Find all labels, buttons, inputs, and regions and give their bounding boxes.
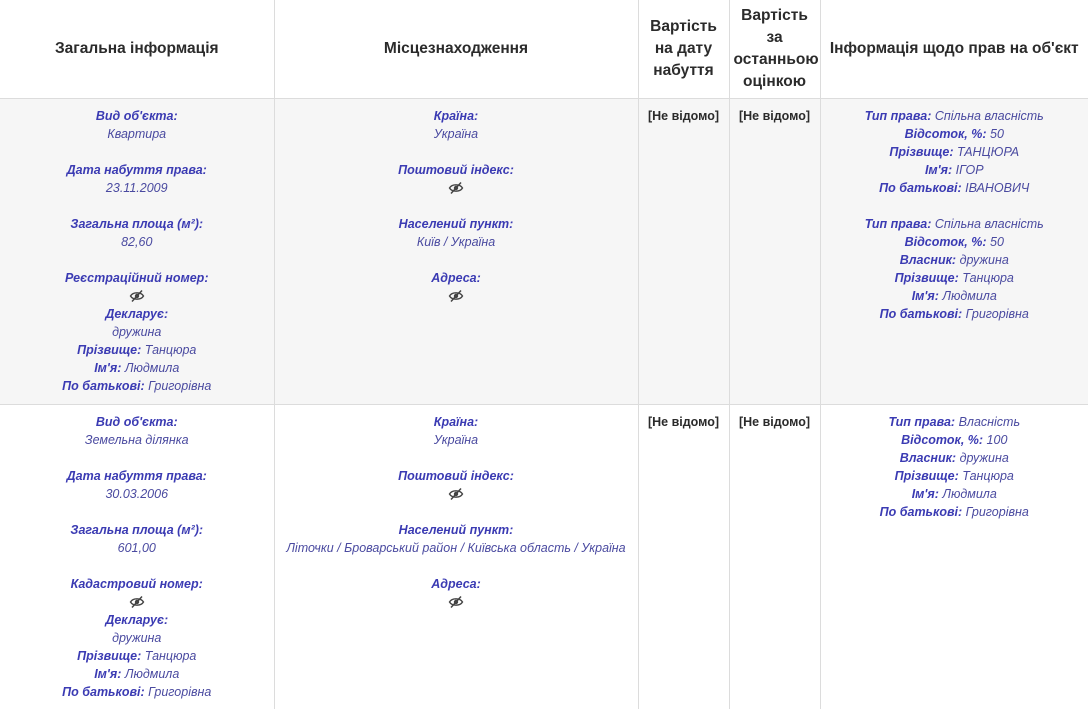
hidden-eye-icon bbox=[281, 593, 632, 611]
surname-value: Танцюра bbox=[144, 648, 197, 663]
address-group bbox=[281, 269, 632, 305]
hidden-eye-icon bbox=[281, 179, 632, 197]
patronymic-label: По батькові: bbox=[62, 378, 145, 393]
name-value: Людмила bbox=[124, 360, 180, 375]
patronymic-label: По батькові: bbox=[62, 684, 145, 699]
declares-label: Декларує: bbox=[105, 306, 169, 321]
postal-group bbox=[281, 161, 632, 197]
cost-last-value: [Не відомо] bbox=[738, 414, 811, 429]
declares-value: дружина bbox=[112, 324, 162, 339]
cadastral-number-label: Кадастровий номер: bbox=[70, 576, 203, 591]
country-group bbox=[281, 107, 632, 143]
surname-label: Прізвище: bbox=[77, 648, 142, 663]
postal-label: Поштовий індекс: bbox=[398, 162, 514, 177]
general-info-cell bbox=[0, 98, 274, 404]
share-label: Відсоток, %: bbox=[904, 234, 987, 249]
cost-acquisition-cell bbox=[638, 404, 729, 709]
cadastral-number-group bbox=[6, 575, 268, 611]
country-label: Країна: bbox=[433, 108, 479, 123]
share-label: Відсоток, %: bbox=[904, 126, 987, 141]
surname-label: Прізвище: bbox=[894, 270, 959, 285]
declares-label: Декларує: bbox=[105, 612, 169, 627]
acq-date-label: Дата набуття права: bbox=[66, 162, 207, 177]
settlement-value: Літочки / Броварський район / Київська область / Україна bbox=[286, 540, 626, 555]
patronymic-value: Григорівна bbox=[965, 504, 1029, 519]
country-group bbox=[281, 413, 632, 449]
table-row bbox=[0, 404, 1088, 709]
cost-last-cell bbox=[729, 98, 820, 404]
settlement-value: Київ / Україна bbox=[416, 234, 496, 249]
reg-number-label: Реєстраційний номер: bbox=[65, 270, 209, 285]
right-group bbox=[827, 107, 1083, 197]
address-label: Адреса: bbox=[431, 270, 481, 285]
table-row bbox=[0, 98, 1088, 404]
general-info-cell bbox=[0, 404, 274, 709]
owner-label: Власник: bbox=[899, 450, 957, 465]
right-type-label: Тип права: bbox=[888, 414, 956, 429]
rights-cell bbox=[820, 404, 1088, 709]
header-rights: Інформація щодо прав на об'єкт bbox=[820, 0, 1088, 98]
right-type-label: Тип права: bbox=[864, 216, 932, 231]
acq-date-value: 23.11.2009 bbox=[105, 180, 168, 195]
name-label: Ім'я: bbox=[94, 360, 122, 375]
name-label: Ім'я: bbox=[924, 162, 953, 177]
country-label: Країна: bbox=[433, 414, 479, 429]
cost-acquisition-value: [Не відомо] bbox=[647, 414, 720, 429]
right-type-label: Тип права: bbox=[864, 108, 932, 123]
area-label: Загальна площа (м²): bbox=[70, 522, 204, 537]
patronymic-value: Григорівна bbox=[148, 378, 212, 393]
acq-date-group bbox=[6, 161, 268, 197]
cost-acquisition-cell bbox=[638, 98, 729, 404]
postal-group bbox=[281, 467, 632, 503]
settlement-label: Населений пункт: bbox=[398, 216, 514, 231]
location-cell bbox=[274, 404, 638, 709]
hidden-eye-icon bbox=[6, 287, 268, 305]
header-general: Загальна інформація bbox=[0, 0, 274, 98]
owner-value: дружина bbox=[959, 450, 1009, 465]
area-value: 82,60 bbox=[121, 234, 153, 249]
acq-date-label: Дата набуття права: bbox=[66, 468, 207, 483]
location-cell bbox=[274, 98, 638, 404]
object-type-label: Вид об'єкта: bbox=[95, 108, 178, 123]
surname-label: Прізвище: bbox=[894, 468, 959, 483]
country-value: Україна bbox=[433, 126, 479, 141]
surname-value: Танцюра bbox=[962, 270, 1014, 285]
cost-last-cell bbox=[729, 404, 820, 709]
declares-value: дружина bbox=[112, 630, 162, 645]
header-cost-acquisition: Вартість на дату набуття bbox=[638, 0, 729, 98]
declarant-group bbox=[6, 611, 268, 701]
right-type-value: Спільна власність bbox=[934, 216, 1044, 231]
name-label: Ім'я: bbox=[911, 288, 939, 303]
right-type-value: Власність bbox=[958, 414, 1021, 429]
hidden-eye-icon bbox=[6, 593, 268, 611]
name-label: Ім'я: bbox=[94, 666, 122, 681]
object-type-value: Квартира bbox=[107, 126, 167, 141]
acq-date-group bbox=[6, 467, 268, 503]
name-value: Людмила bbox=[942, 486, 997, 501]
object-type-label: Вид об'єкта: bbox=[95, 414, 178, 429]
hidden-eye-icon bbox=[281, 287, 632, 305]
hidden-eye-icon bbox=[281, 485, 632, 503]
object-type-value: Земельна ділянка bbox=[84, 432, 189, 447]
patronymic-value: ІВАНОВИЧ bbox=[965, 180, 1030, 195]
right-type-value: Спільна власність bbox=[934, 108, 1044, 123]
settlement-group bbox=[281, 521, 632, 557]
patronymic-label: По батькові: bbox=[879, 306, 963, 321]
patronymic-label: По батькові: bbox=[879, 180, 962, 195]
share-value: 50 bbox=[990, 234, 1004, 249]
object-type-group bbox=[6, 107, 268, 143]
owner-value: дружина bbox=[959, 252, 1009, 267]
name-label: Ім'я: bbox=[911, 486, 939, 501]
area-group bbox=[6, 215, 268, 251]
address-group bbox=[281, 575, 632, 611]
object-type-group bbox=[6, 413, 268, 449]
cost-acquisition-value: [Не відомо] bbox=[647, 108, 720, 123]
settlement-label: Населений пункт: bbox=[398, 522, 514, 537]
reg-number-group bbox=[6, 269, 268, 305]
header-row bbox=[0, 0, 1088, 98]
header-cost-last: Вартість за останньою оцінкою bbox=[729, 0, 820, 98]
surname-value: Танцюра bbox=[962, 468, 1014, 483]
patronymic-value: Григорівна bbox=[965, 306, 1029, 321]
share-value: 100 bbox=[986, 432, 1008, 447]
address-label: Адреса: bbox=[431, 576, 481, 591]
rights-cell bbox=[820, 98, 1088, 404]
acq-date-value: 30.03.2006 bbox=[105, 486, 169, 501]
surname-label: Прізвище: bbox=[77, 342, 142, 357]
owner-label: Власник: bbox=[899, 252, 957, 267]
area-value: 601,00 bbox=[117, 540, 156, 555]
declarant-group bbox=[6, 305, 268, 395]
right-group bbox=[827, 413, 1083, 521]
name-value: ІГОР bbox=[955, 162, 984, 177]
name-value: Людмила bbox=[124, 666, 180, 681]
settlement-group bbox=[281, 215, 632, 251]
area-group bbox=[6, 521, 268, 557]
surname-value: Танцюра bbox=[144, 342, 197, 357]
cost-last-value: [Не відомо] bbox=[738, 108, 811, 123]
patronymic-value: Григорівна bbox=[148, 684, 212, 699]
patronymic-label: По батькові: bbox=[879, 504, 963, 519]
surname-label: Прізвище: bbox=[889, 144, 954, 159]
right-group bbox=[827, 215, 1083, 323]
postal-label: Поштовий індекс: bbox=[398, 468, 514, 483]
area-label: Загальна площа (м²): bbox=[70, 216, 204, 231]
share-label: Відсоток, %: bbox=[901, 432, 984, 447]
header-location: Місцезнаходження bbox=[274, 0, 638, 98]
name-value: Людмила bbox=[942, 288, 997, 303]
country-value: Україна bbox=[433, 432, 479, 447]
surname-value: ТАНЦЮРА bbox=[956, 144, 1020, 159]
share-value: 50 bbox=[990, 126, 1004, 141]
